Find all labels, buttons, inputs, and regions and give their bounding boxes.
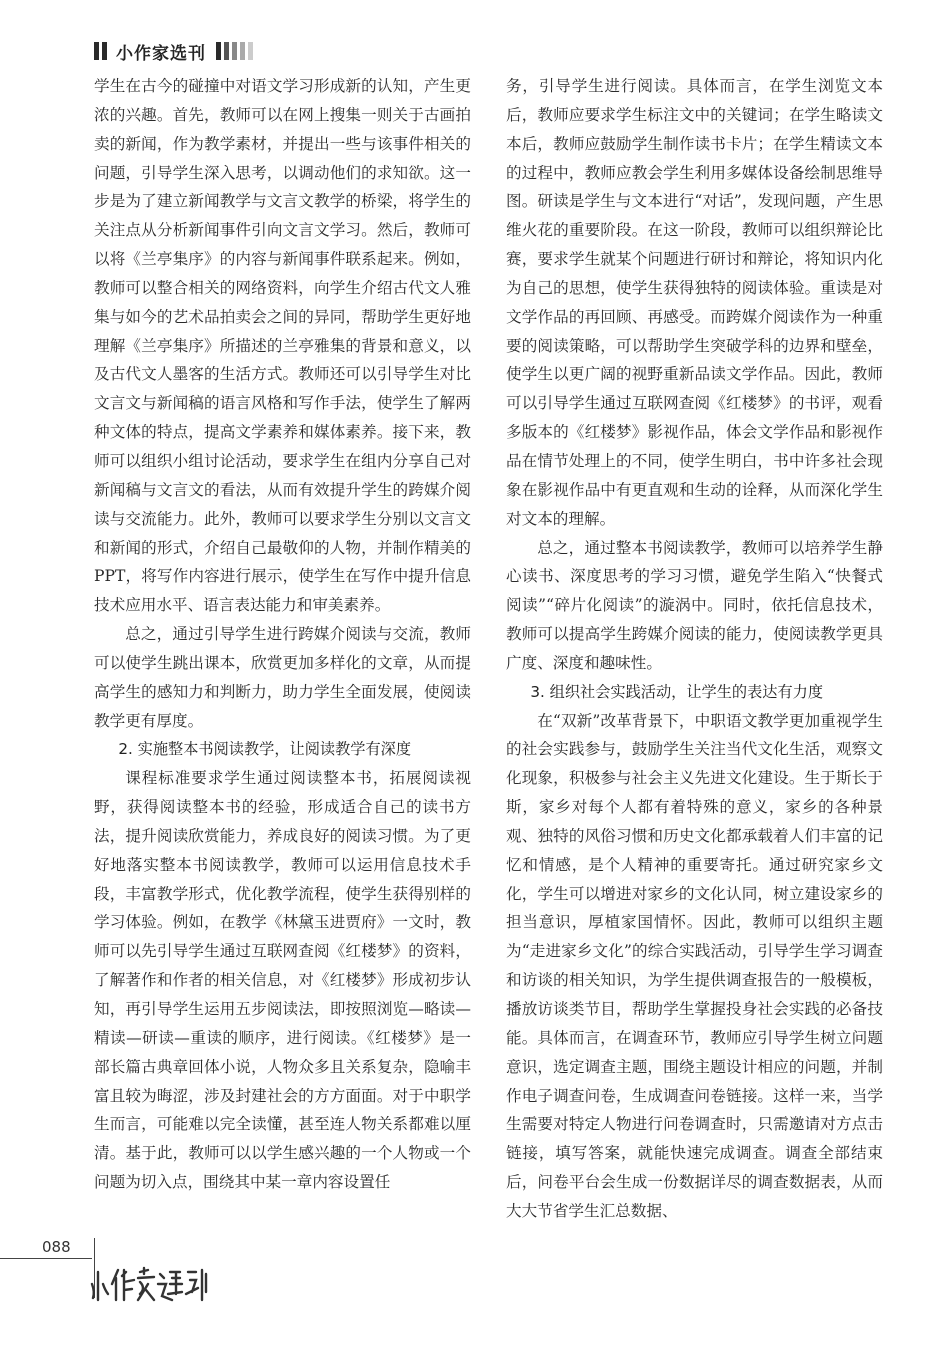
paragraph: 总之，通过引导学生进行跨媒介阅读与交流，教师可以使学生跳出课本，欣赏更加多样化的文章，从而提高学生的感知力和判断力，助力学生全面发展，使阅读教学更有厚度。 [94, 625, 471, 730]
journal-title: 小作家选刊 [116, 43, 206, 64]
header-bars-right [216, 42, 253, 60]
paragraph: 课程标准要求学生通过阅读整本书，拓展阅读视野，获得阅读整本书的经验，形成适合自己的读书方法，提升阅读欣赏能力，养成良好的阅读习惯。为了更好地落实整本书阅读教学，教师可以运用信息技术手段，丰富教学形式，优化教学流程，使学生获得别样的学习体验。例如，在教学《林黛玉进贾府》一文时，教师可以先引导学生通过互联网查阅《红楼梦》的资料，了解著作和作者的相关信息，对《红楼梦》形成初步认知，再引导学生运用五步阅读法，即按照浏览—略读—精读—研读—重读的顺序，进行阅读。《红楼梦》是一部长篇古典章回体小说，人物众多且关系复杂，隐喻丰富且较为晦涩，涉及封建社会的方方面面。对于中职学生而言，可能难以完全读懂，甚至连人物关系都难以厘清。基于此，教师可以以学生感兴趣的一个人物或一个问题为切入点，围绕其中某一章内容设置任 [94, 769, 471, 1192]
footer-rule [0, 1258, 92, 1259]
section-heading: 3. 组织社会实践活动，让学生的表达有力度 [530, 682, 824, 701]
running-header [94, 38, 253, 64]
paragraph: 学生在古今的碰撞中对语文学习形成新的认知，产生更浓的兴趣。首先，教师可以在网上搜集一则关于古画拍卖的新闻，作为教学素材，并提出一些与该事件相关的问题，引导学生深入思考，以调动他们的求知欲。这一步是为了建立新闻教学与文言文教学的桥梁，将学生的关注点从分析新闻事件引向文言文学习。然后，教师可以将《兰亭集序》的内容与新闻事件联系起来。例如，教师可以整合相关的网络资料，向学生介绍古代文人雅集与如今的艺术品拍卖会之间的异同，帮助学生更好地理解《兰亭集序》所描述的兰亭雅集的背景和意义，以及古代文人墨客的生活方式。教师还可以引导学生对比文言文与新闻稿的语言风格和写作手法，使学生了解两种文体的特点，提高文学素养和媒体素养。接下来，教师可以组织小组讨论活动，要求学生在组内分享自己对新闻稿与文言文的看法，从而有效提升学生的跨媒介阅读与交流能力。此外，教师可以要求学生分别以文言文和新闻的形式，介绍自己最敬仰的人物，并制作精美的 PPT，将写作内容进行展示，使学生在写作中提升信息技术应用水平、语言表达能力和审美素养。 [94, 77, 471, 615]
paragraph: 务，引导学生进行阅读。具体而言，在学生浏览文本后，教师应要求学生标注文中的关键词；在学生略读文本后，教师应鼓励学生制作读书卡片；在学生精读文本的过程中，教师应教会学生利用多媒体设备绘制思维导图。研读是学生与文本进行“对话”，发现问题，产生思维火花的重要阶段。在这一阶段，教师可以组织辩论比赛，要求学生就某个问题进行研讨和辩论，将知识内化为自己的思想，使学生获得独特的阅读体验。重读是对文学作品的再回顾、再感受。而跨媒介阅读作为一种重要的阅读策略，可以帮助学生突破学科的边界和壁垒，使学生以更广阔的视野重新品读文学作品。因此，教师可以引导学生通过互联网查阅《红楼梦》的书评，观看多版本的《红楼梦》影视作品，体会文学作品和影视作品在情节处理上的不同，使学生明白，书中许多社会现象在影视作品中有更直观和生动的诠释，从而深化学生对文本的理解。 [506, 77, 883, 528]
paragraph: 总之，通过整本书阅读教学，教师可以培养学生静心读书、深度思考的学习习惯，避免学生陷入“快餐式阅读”“碎片化阅读”的漩涡中。同时，依托信息技术，教师可以提高学生跨媒介阅读的能力，使阅读教学更具广度、深度和趣味性。 [506, 538, 883, 672]
paragraph: 在“双新”改革背景下，中职语文教学更加重视学生的社会实践参与，鼓励学生关注当代文化生活，观察文化现象，积极参与社会主义先进文化建设。生于斯长于斯，家乡对每个人都有着特殊的意义，家乡的各种景观、独特的风俗习惯和历史文化都承载着人们丰富的记忆和情感，是个人精神的重要寄托。通过研究家乡文化，学生可以增进对家乡的文化认同，树立建设家乡的担当意识，厚植家国情怀。因此，教师可以组织主题为“走进家乡文化”的综合实践活动，引导学生学习调查和访谈的相关知识，为学生提供调查报告的一般模板，播放访谈类节目，帮助学生掌握投身社会实践的必备技能。具体而言，在调查环节，教师应引导学生树立问题意识，选定调查主题，围绕主题设计相应的问题，并制作电子调查问卷，生成调查问卷链接。这样一来，当学生需要对特定人物进行问卷调查时，只需邀请对方点击链接，填写答案，就能快速完成调查。调查全部结束后，问卷平台会生成一份数据详尽的调查数据表，从而大大节省学生汇总数据、 [506, 711, 883, 1220]
page-footer [0, 1238, 240, 1308]
left-column [94, 72, 471, 1197]
right-column [506, 72, 883, 1226]
handwritten-logo [90, 1262, 210, 1308]
section-heading: 2. 实施整本书阅读教学，让阅读教学有深度 [118, 740, 412, 759]
page-number: 088 [42, 1238, 71, 1256]
header-bars-left [94, 42, 107, 60]
